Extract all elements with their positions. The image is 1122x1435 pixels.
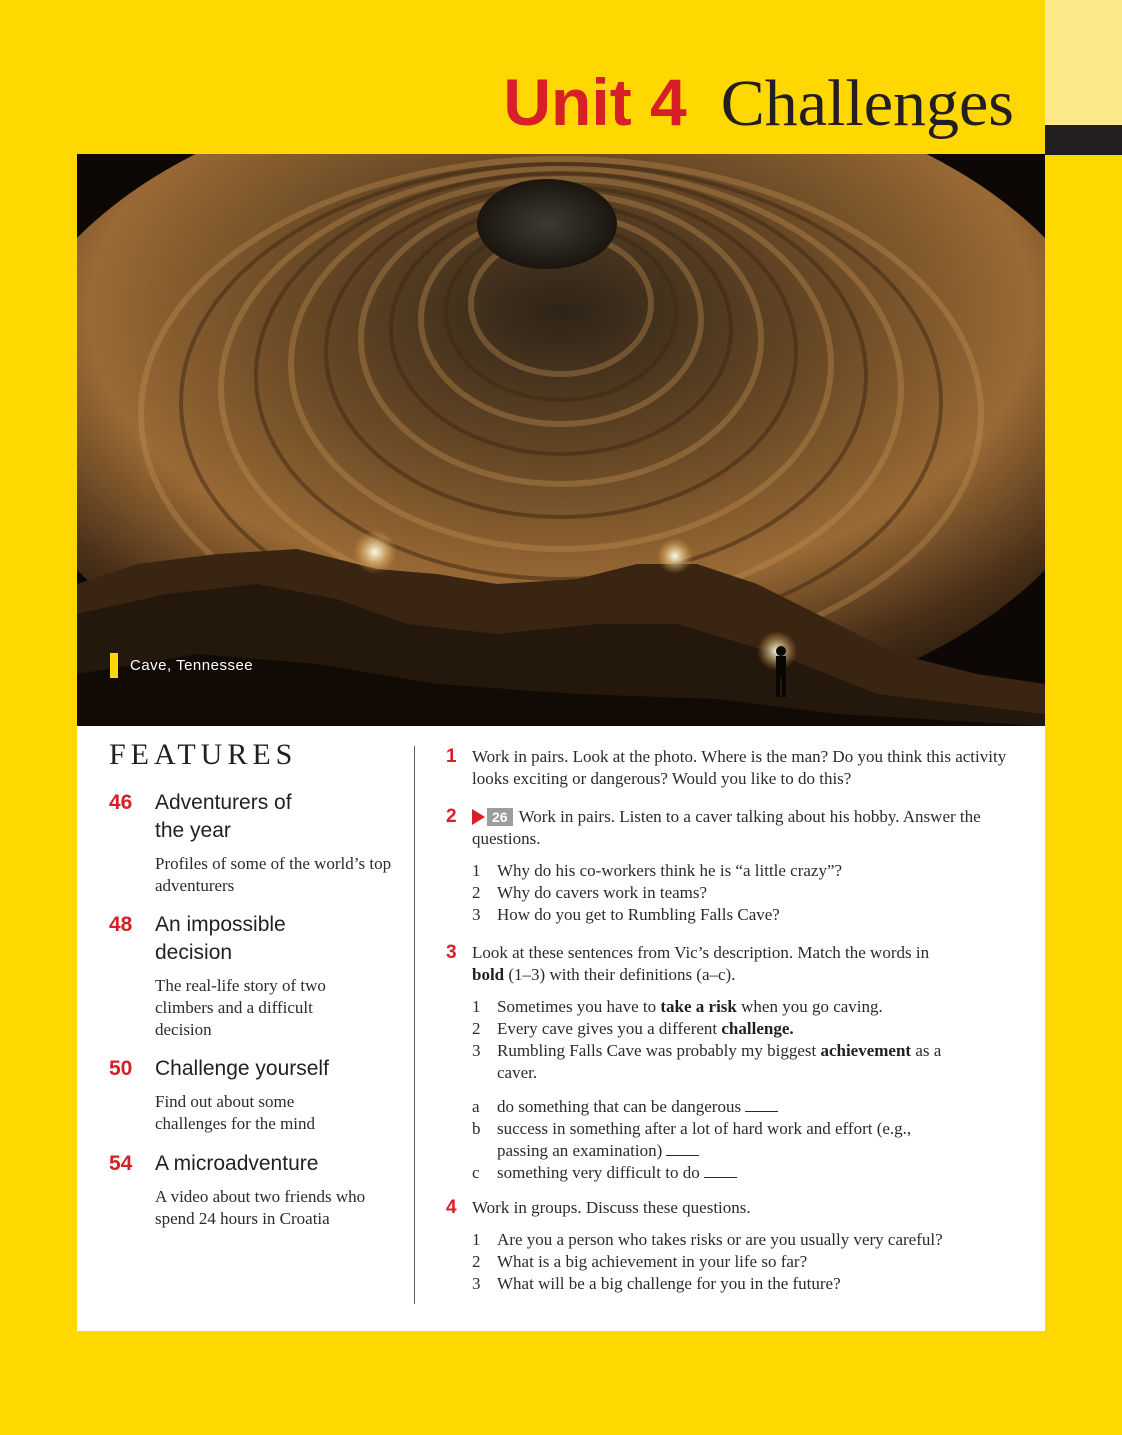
- exercise-number: 2: [446, 806, 457, 827]
- answer-blank[interactable]: [704, 1163, 737, 1178]
- unit-title: [503, 62, 1014, 144]
- features-heading: FEATURES: [109, 738, 298, 771]
- audio-track-number: 26: [487, 808, 513, 826]
- column-divider: [414, 746, 415, 1304]
- exercise-instruction: Work in pairs. Look at the photo. Where is the man? Do you think this activity looks exciting or dangerous? Would you like to do this?: [472, 747, 1007, 788]
- feature-page-number: 54: [109, 1152, 133, 1175]
- feature-description: Profiles of some of the world’s top adventurers: [155, 854, 392, 895]
- answer-blank[interactable]: [666, 1141, 699, 1156]
- audio-track-button[interactable]: [472, 808, 513, 826]
- feature-title: A microadventure: [155, 1152, 319, 1175]
- exercise-2: [446, 806, 1036, 926]
- exercise-instruction: Work in groups. Discuss these questions.: [472, 1198, 751, 1217]
- feature-title: Adventurers of the year: [155, 791, 292, 842]
- sentence-list: [472, 996, 972, 1084]
- caption-marker: [110, 653, 118, 678]
- list-item: 3 Rumbling Falls Cave was probably my biggest achievement as a caver.: [472, 1041, 942, 1082]
- exercise-instruction: Look at these sentences from Vic’s description. Match the words in bold (1–3) with their definitions (a–c).: [472, 943, 930, 984]
- list-item: 2 Why do cavers work in teams?: [472, 883, 708, 902]
- feature-page-number: 46: [109, 791, 133, 814]
- list-item: b success in something after a lot of hard work and effort (e.g., passing an examination): [472, 1119, 912, 1160]
- instruction-text: Work in pairs. Listen to a caver talking about his hobby. Answer the questions.: [472, 807, 981, 848]
- cave-illustration: [77, 154, 1045, 726]
- photo-caption: [110, 653, 253, 678]
- feature-title: An impossible decision: [155, 913, 286, 964]
- list-item: 2 What is a big achievement in your life so far?: [472, 1252, 808, 1271]
- list-item: 2 Every cave gives you a different challenge.: [472, 1019, 794, 1038]
- caption-text: Cave, Tennessee: [130, 657, 254, 674]
- feature-item[interactable]: [109, 1150, 399, 1230]
- exercise-3: [446, 942, 1036, 1184]
- list-item: 1 Are you a person who takes risks or are you usually very careful?: [472, 1230, 943, 1249]
- list-item: a do something that can be dangerous: [472, 1096, 952, 1118]
- exercise-number: 3: [446, 942, 457, 963]
- exercise-number: 4: [446, 1197, 457, 1218]
- list-item: 1 Why do his co-workers think he is “a little crazy”?: [472, 861, 843, 880]
- answer-blank[interactable]: [745, 1097, 778, 1112]
- feature-description: Find out about some challenges for the mind: [155, 1092, 316, 1133]
- exercise-4: [446, 1197, 1036, 1295]
- feature-description: The real-life story of two climbers and a difficult decision: [155, 976, 326, 1039]
- feature-item[interactable]: [109, 789, 399, 897]
- play-icon: [472, 809, 485, 825]
- feature-title: Challenge yourself: [155, 1057, 329, 1080]
- definition-list: [472, 1096, 952, 1184]
- unit-name: Challenges: [720, 67, 1014, 140]
- exercise-number: 1: [446, 746, 457, 767]
- list-item: 1 Sometimes you have to take a risk when you go caving.: [472, 997, 883, 1016]
- feature-page-number: 50: [109, 1057, 133, 1080]
- cave-photo: [77, 154, 1045, 726]
- feature-item[interactable]: [109, 1055, 399, 1135]
- list-item: 3 What will be a big challenge for you in the future?: [472, 1274, 841, 1293]
- list-item: c something very difficult to do: [472, 1162, 952, 1184]
- exercise-1: [446, 746, 1036, 790]
- unit-number: Unit 4: [503, 65, 687, 139]
- exercise-instruction: [472, 806, 1036, 850]
- feature-item[interactable]: [109, 911, 399, 1041]
- feature-description: A video about two friends who spend 24 hours in Croatia: [155, 1187, 366, 1228]
- feature-page-number: 48: [109, 913, 133, 936]
- question-list: [472, 1229, 1036, 1295]
- page-edge-tab-dark: [1045, 125, 1122, 155]
- page-edge-tab: [1045, 0, 1122, 125]
- question-list: [472, 860, 1036, 926]
- list-item: 3 How do you get to Rumbling Falls Cave?: [472, 905, 780, 924]
